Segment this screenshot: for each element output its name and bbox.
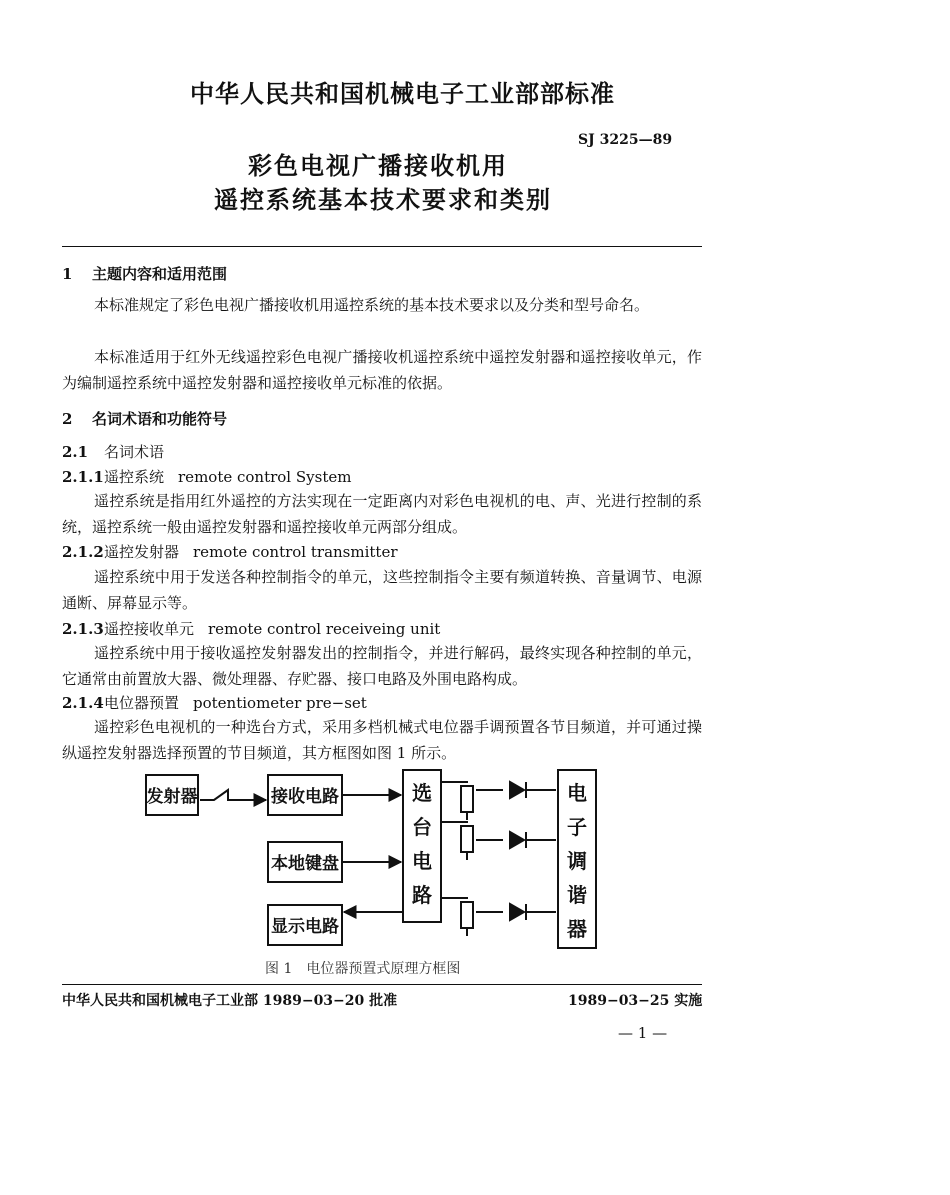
display-label: 显示电路 <box>271 917 339 937</box>
term-chinese: 电位器预置 <box>104 694 180 712</box>
term-english: potentiometer pre−set <box>193 694 367 712</box>
ir-link-arrow <box>200 790 266 800</box>
section-number: 2 <box>62 410 73 428</box>
term-english: remote control transmitter <box>193 543 398 561</box>
tuner-char: 调 <box>567 849 587 873</box>
tuner-char: 谐 <box>567 883 587 907</box>
keyboard-label: 本地键盘 <box>271 854 339 874</box>
potentiometer-branch-1 <box>441 782 556 820</box>
document-title-line2: 遥控系统基本技术要求和类别 <box>214 186 552 214</box>
figure-caption: 图 1 电位器预置式原理方框图 <box>265 961 461 977</box>
transmitter-label: 发射器 <box>146 787 198 807</box>
tuner-char: 子 <box>567 815 587 839</box>
section-1-paragraph-2: 本标准适用于红外无线遥控彩色电视广播接收机遥控系统中遥控发射器和遥控接收单元，作为编制遥控系统中遥控发射器和遥控接收单元标准的依据。 <box>62 348 702 392</box>
term-2-1-4-description: 遥控彩色电视机的一种选台方式，采用多档机械式电位器手调预置各节目频道，并可通过操纵遥控发射器选择预置的节目频道，其方框图如图 1 所示。 <box>62 718 702 762</box>
document-title-line1: 彩色电视广播接收机用 <box>248 152 508 180</box>
section-1-paragraph-1: 本标准规定了彩色电视广播接收机用遥控系统的基本技术要求以及分类和型号命名。 <box>94 296 650 314</box>
standard-code: SJ 3225—89 <box>578 132 673 148</box>
term-chinese: 遥控接收单元 <box>104 620 195 638</box>
selector-char: 台 <box>412 815 432 839</box>
term-2-1-2-description: 遥控系统中用于发送各种控制指令的单元，这些控制指令主要有频道转换、音量调节、电源通断、屏幕显示等。 <box>62 568 702 612</box>
effective-date: 1989−03−25 实施 <box>568 993 703 1009</box>
selector-char: 选 <box>412 781 432 805</box>
page-number: — 1 — <box>618 1024 668 1042</box>
term-2-1-1-description: 遥控系统是指用红外遥控的方法实现在一定距离内对彩色电视机的电、声、光进行控制的系统，遥控系统一般由遥控发射器和遥控接收单元两部分组成。 <box>62 492 702 536</box>
tuner-char: 器 <box>567 917 587 941</box>
potentiometer-branch-3 <box>441 898 556 936</box>
potentiometer-branch-2 <box>441 822 556 860</box>
term-number: 2.1.1 <box>62 468 104 486</box>
footer-divider <box>62 984 702 985</box>
term-chinese: 遥控系统 <box>104 468 165 486</box>
term-number: 2.1.4 <box>62 694 104 712</box>
section-number: 1 <box>62 265 73 283</box>
term-number: 2.1.3 <box>62 620 104 638</box>
receiver-label: 接收电路 <box>271 787 339 807</box>
selector-char: 电 <box>412 849 432 873</box>
subsection-number: 2.1 <box>62 443 89 461</box>
term-english: remote control System <box>178 468 352 486</box>
selector-char: 路 <box>412 883 432 907</box>
term-chinese: 遥控发射器 <box>104 543 180 561</box>
term-english: remote control receiveing unit <box>208 620 441 638</box>
approval-date: 中华人民共和国机械电子工业部 1989−03−20 批准 <box>62 993 398 1009</box>
section-title: 名词术语和功能符号 <box>92 410 228 428</box>
term-number: 2.1.2 <box>62 543 104 561</box>
term-2-1-3-description: 遥控系统中用于接收遥控发射器发出的控制指令，并进行解码，最终实现各种控制的单元，它通常由前置放大器、微处理器、存贮器、接口电路及外围电路构成。 <box>62 644 702 688</box>
tuner-char: 电 <box>567 781 587 805</box>
issuing-organization: 中华人民共和国机械电子工业部部标准 <box>190 80 615 108</box>
section-title: 主题内容和适用范围 <box>92 265 228 283</box>
subsection-title: 名词术语 <box>104 443 165 461</box>
